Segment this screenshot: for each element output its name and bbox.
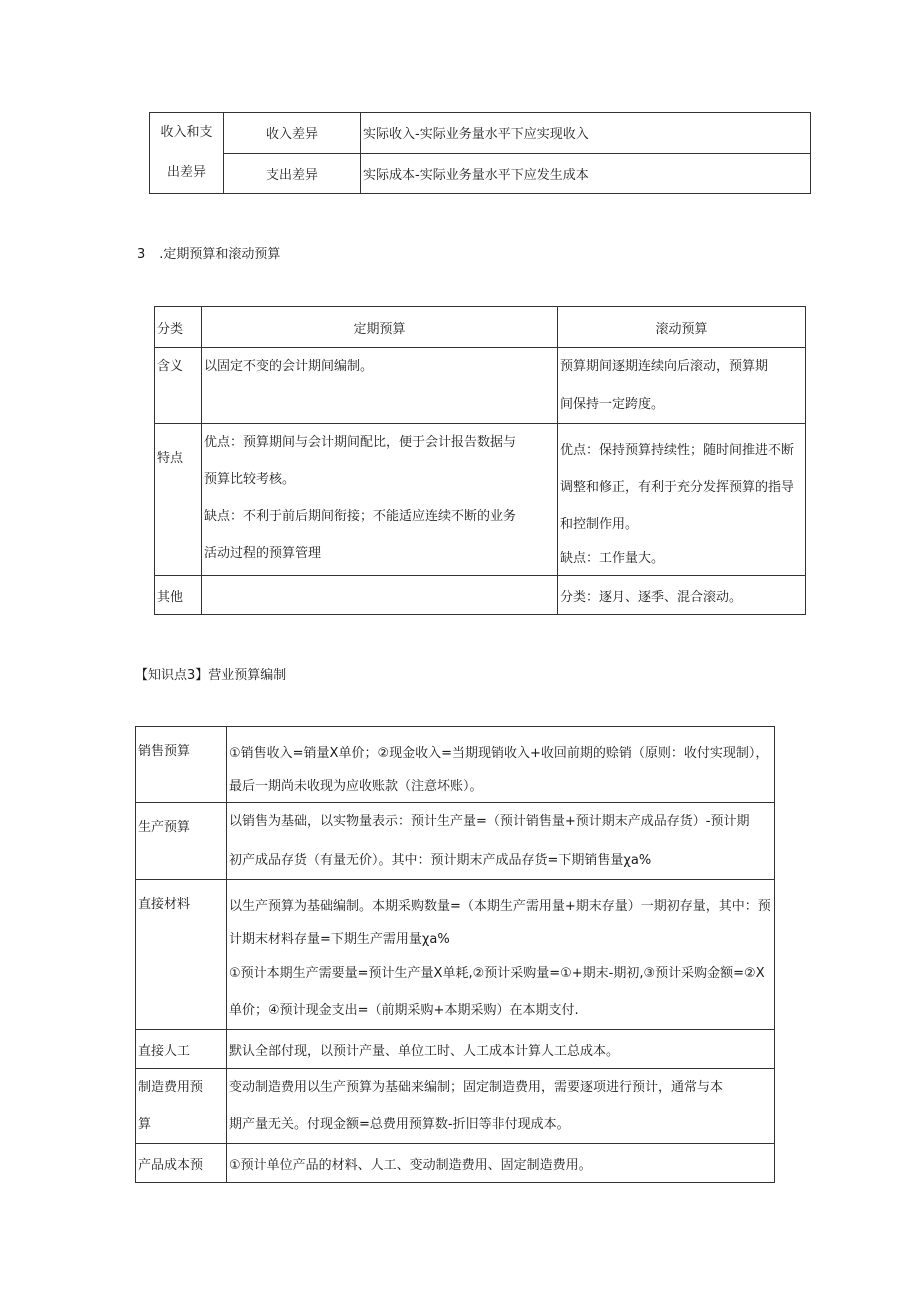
variance-category-line2: 出差异 xyxy=(166,165,206,180)
table-row-production xyxy=(136,803,775,880)
variance-category-cell xyxy=(150,113,224,194)
meaning-rolling: 预算期间逐期连续向后滚动，预算期 间保持一定跨度。 xyxy=(558,348,806,424)
section-3-heading xyxy=(137,243,280,262)
expense-variance-formula: 实际成本-实际业务量水平下应发生成本 xyxy=(361,153,811,194)
other-rolling: 分类：逐月、逐季、混合滚动。 xyxy=(558,576,806,615)
meaning-periodic: 以固定不变的会计期间编制。 xyxy=(202,348,558,424)
table-row-other xyxy=(155,576,806,615)
income-variance-formula: 实际收入-实际业务量水平下应实现收入 xyxy=(361,113,811,154)
header-periodic: 定期预算 xyxy=(202,307,558,348)
table-header-row xyxy=(155,307,806,348)
table-row-overhead xyxy=(136,1069,775,1144)
table-row-labor xyxy=(136,1030,775,1069)
table-row-product-cost xyxy=(136,1144,775,1183)
materials-content: 以生产预算为基础编制。本期采购数量=（本期生产需用量+期末存量）一期初存量，其中：预 计期末材料存量=下期生产需用量χa% ①预计本期生产需要量=预计生产量X单耗,②预计采购量=①+期末-期初,③预计采购金额=②X 单价；④预计现金支出=（前期采购+本期采购）在本期支付. xyxy=(227,880,775,1030)
production-label: 生产预算 xyxy=(136,803,227,880)
table-row-materials xyxy=(136,880,775,1030)
meaning-label: 含义 xyxy=(155,348,202,424)
overhead-label: 制造费用预 算 xyxy=(136,1069,227,1144)
variance-table xyxy=(149,112,811,194)
table-row-sales xyxy=(136,727,775,803)
materials-label: 直接材料 xyxy=(136,880,227,1030)
product-cost-label: 产品成本预 xyxy=(136,1144,227,1183)
table-row-meaning xyxy=(155,348,806,424)
knowledge-point-3-heading: 【知识点3】营业预算编制 xyxy=(135,668,287,683)
features-rolling: 优点：保持预算持续性；随时间推进不断 调整和修正，有利于充分发挥预算的指导 和控制作用。 缺点：工作量大。 xyxy=(558,424,806,576)
header-category: 分类 xyxy=(155,307,202,348)
overhead-content: 变动制造费用以生产预算为基础来编制；固定制造费用，需要逐项进行预计，通常与本 期产量无关。付现金额=总费用预算数-折旧等非付现成本。 xyxy=(227,1069,775,1144)
other-periodic xyxy=(202,576,558,615)
other-label: 其他 xyxy=(155,576,202,615)
features-periodic: 优点：预算期间与会计期间配比，便于会计报告数据与 预算比较考核。 缺点：不利于前后期间衔接；不能适应连续不断的业务 活动过程的预算管理 xyxy=(202,424,558,576)
sales-label: 销售预算 xyxy=(136,727,227,803)
labor-label: 直接人工 xyxy=(136,1030,227,1069)
budget-comparison-table xyxy=(154,306,806,615)
section-title: .定期预算和滚动预算 xyxy=(159,247,281,262)
production-content: 以销售为基础，以实物量表示：预计生产量=（预计销售量+预计期末产成品存货）-预计期 初产成品存货（有量无价）。其中：预计期末产成品存货=下期销售量χa% xyxy=(227,803,775,880)
operating-budget-table xyxy=(135,726,775,1183)
product-cost-content: ①预计单位产品的材料、人工、变动制造费用、固定制造费用。 xyxy=(227,1144,775,1183)
sales-content: ①销售收入=销量X单价；②现金收入=当期现销收入+收回前期的赊销（原则：收付实现制）， 最后一期尚未收现为应收账款（注意坏账）。 xyxy=(227,727,775,803)
table-row-features xyxy=(155,424,806,576)
header-rolling: 滚动预算 xyxy=(558,307,806,348)
section-number: 3 xyxy=(137,247,146,262)
income-variance-name: 收入差异 xyxy=(224,113,361,154)
features-label: 特点 xyxy=(155,424,202,576)
expense-variance-name: 支出差异 xyxy=(224,153,361,194)
table-row xyxy=(150,113,811,154)
table-row xyxy=(150,153,811,194)
labor-content: 默认全部付现，以预计产量、单位工时、人工成本计算人工总成本。 xyxy=(227,1030,775,1069)
variance-category-line1: 收入和支 xyxy=(160,125,213,140)
